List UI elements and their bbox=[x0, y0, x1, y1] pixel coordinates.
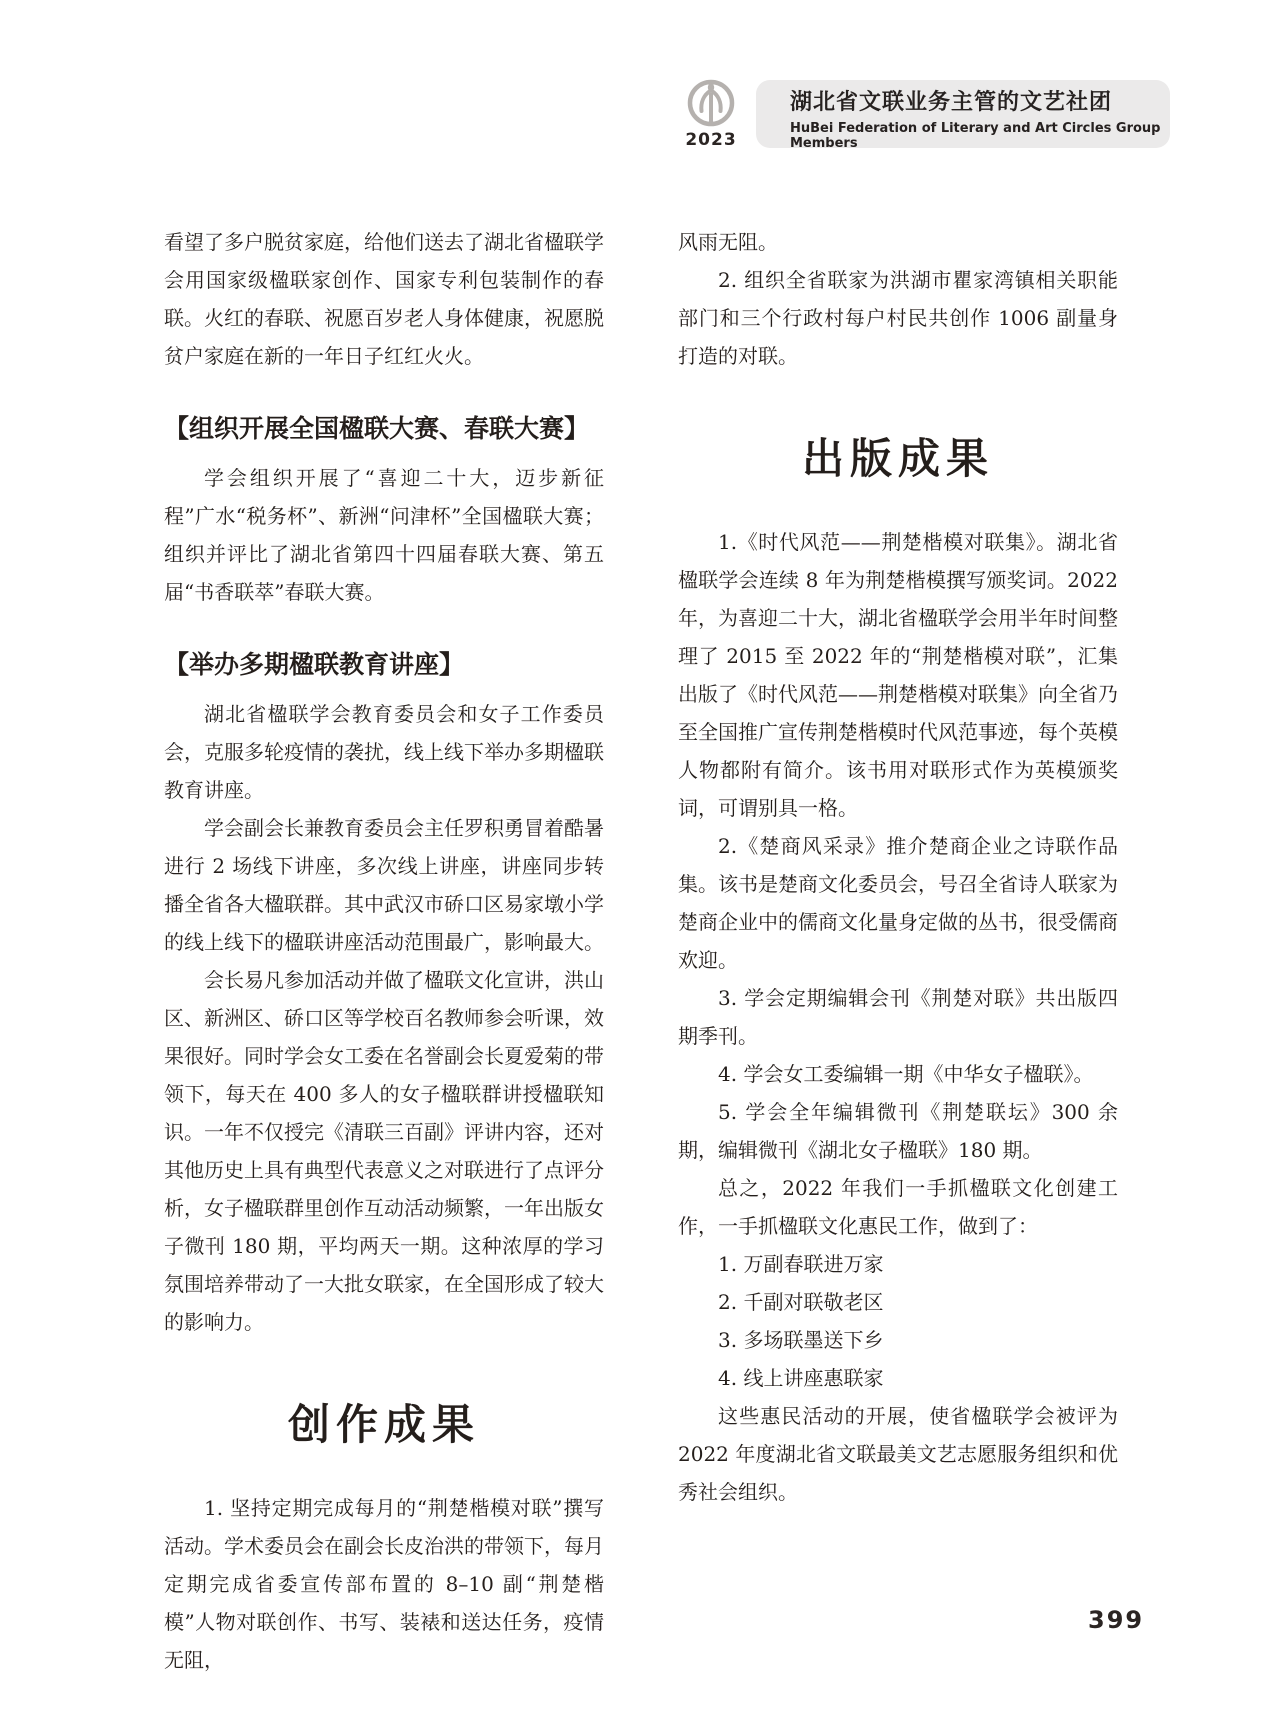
header-banner bbox=[756, 80, 1170, 151]
paragraph: 学会副会长兼教育委员会主任罗积勇冒着酷暑进行 2 场线下讲座，多次线上讲座，讲座同步转播全省各大楹联群。其中武汉市硚口区易家墩小学的线上线下的楹联讲座活动范围最广，影响最大。 bbox=[164, 816, 604, 954]
banner-title-en: HuBei Federation of Literary and Art Circles Group Members bbox=[790, 121, 1161, 151]
paragraph: 总之，2022 年我们一手抓楹联文化创建工作，一手抓楹联文化惠民工作，做到了： bbox=[678, 1176, 1118, 1238]
paragraph: 会长易凡参加活动并做了楹联文化宣讲，洪山区、新洲区、硚口区等学校百名教师参会听课，效果很好。同时学会女工委在名誉副会长夏爱菊的带领下，每天在 400 多人的女子楹联群讲授楹联知识。一年不仅授完《清联三百副》评讲内容，还对其他历史上具有典型代表意义之对联进行了点评分析，女子楹联群里创作互动活动频繁，一年出版女子微刊 180 期，平均两天一期。这种浓厚的学习氛围培养带动了一大批女联家，在全国形成了较大的影响力。 bbox=[164, 968, 604, 1334]
federation-logo bbox=[680, 78, 742, 150]
paragraph: 4. 线上讲座惠联家 bbox=[718, 1366, 884, 1390]
chapter-heading: 出版成果 bbox=[801, 434, 994, 483]
paragraph: 1. 万副春联进万家 bbox=[718, 1252, 884, 1276]
paragraph: 2. 组织全省联家为洪湖市瞿家湾镇相关职能部门和三个行政村每户村民共创作 1006 副量身打造的对联。 bbox=[678, 268, 1118, 368]
paragraph: 看望了多户脱贫家庭，给他们送去了湖北省楹联学会用国家级楹联家创作、国家专利包装制作的春联。火红的春联、祝愿百岁老人身体健康，祝愿脱贫户家庭在新的一年日子红红火火。 bbox=[164, 230, 604, 368]
paragraph: 5. 学会全年编辑微刊《荆楚联坛》300 余期，编辑微刊《湖北女子楹联》180 期。 bbox=[678, 1100, 1118, 1162]
paragraph: 湖北省楹联学会教育委员会和女子工作委员会，克服多轮疫情的袭扰，线上线下举办多期楹联教育讲座。 bbox=[164, 702, 604, 802]
paragraph: 这些惠民活动的开展，使省楹联学会被评为 2022 年度湖北省文联最美文艺志愿服务组织和优秀社会组织。 bbox=[678, 1404, 1118, 1504]
paragraph: 3. 学会定期编辑会刊《荆楚对联》共出版四期季刊。 bbox=[678, 986, 1118, 1048]
paragraph: 1.《时代风范——荆楚楷模对联集》。湖北省楹联学会连续 8 年为荆楚楷模撰写颁奖词。2022 年，为喜迎二十大，湖北省楹联学会用半年时间整理了 2015 至 2022 年的“荆楚楷模对联”，汇集出版了《时代风范——荆楚楷模对联集》向全省乃至全国推广宣传荆楚楷模时代风范事迹，每个英模人物都附有简介。该书用对联形式作为英模颁奖词，可谓别具一格。 bbox=[678, 530, 1118, 820]
page-number: 399 bbox=[1088, 1606, 1145, 1634]
right-column bbox=[678, 223, 1118, 1511]
banner-title-cn: 湖北省文联业务主管的文艺社团 bbox=[790, 90, 1113, 115]
paragraph: 2. 千副对联敬老区 bbox=[718, 1290, 884, 1314]
paragraph: 学会组织开展了“喜迎二十大，迈步新征程”广水“税务杯”、新洲“问津杯”全国楹联大赛；组织并评比了湖北省第四十四届春联大赛、第五届“书香联萃”春联大赛。 bbox=[164, 466, 604, 604]
section-heading: 【组织开展全国楹联大赛、春联大赛】 bbox=[164, 414, 590, 443]
federation-emblem-icon bbox=[686, 78, 736, 128]
left-column bbox=[164, 223, 604, 1679]
paragraph: 1. 坚持定期完成每月的“荆楚楷模对联”撰写活动。学术委员会在副会长皮治洪的带领下，每月定期完成省委宣传部布置的 8–10 副“荆楚楷模”人物对联创作、书写、装裱和送达任务，疫情无阻， bbox=[164, 1496, 604, 1672]
paragraph: 2.《楚商风采录》推介楚商企业之诗联作品集。该书是楚商文化委员会，号召全省诗人联家为楚商企业中的儒商文化量身定做的丛书，很受儒商欢迎。 bbox=[678, 834, 1118, 972]
paragraph: 3. 多场联墨送下乡 bbox=[718, 1328, 884, 1352]
paragraph: 风雨无阻。 bbox=[678, 230, 778, 254]
section-heading: 【举办多期楹联教育讲座】 bbox=[164, 650, 465, 679]
paragraph: 4. 学会女工委编辑一期《中华女子楹联》。 bbox=[718, 1062, 1094, 1086]
chapter-heading: 创作成果 bbox=[287, 1400, 480, 1449]
logo-year: 2023 bbox=[685, 130, 737, 150]
